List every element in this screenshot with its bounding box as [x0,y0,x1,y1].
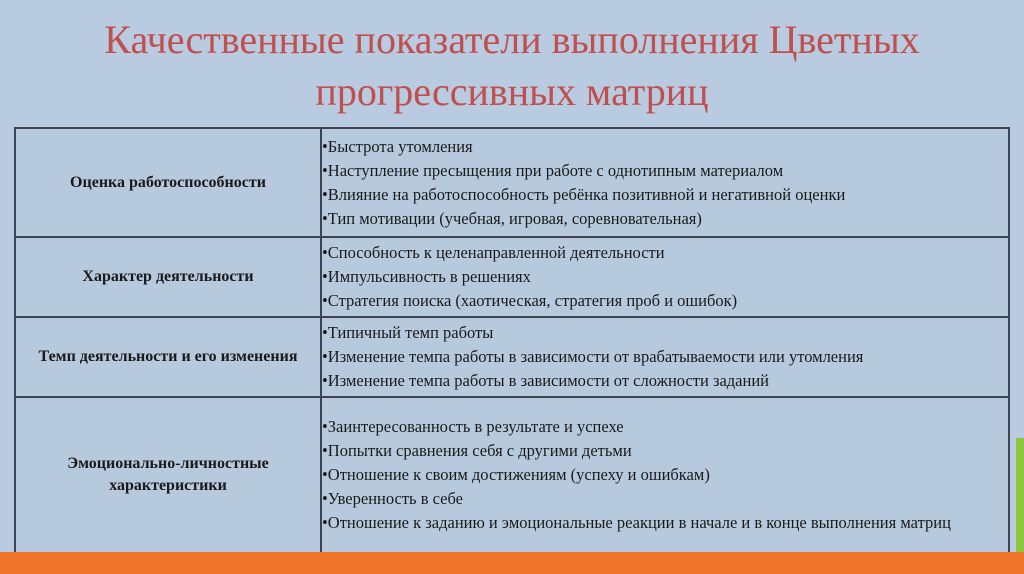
table-row [15,317,1009,397]
table-row [15,128,1009,237]
list-item: •Стратегия поиска (хаотическая, стратегия проб и ошибок) [322,291,738,310]
list-item: •Способность к целенаправленной деятельности [322,243,665,262]
bottom-bar [0,552,1024,574]
list-item: •Типичный темп работы [322,323,494,342]
list-item: •Изменение темпа работы в зависимости от врабатываемости или утомления [322,347,864,366]
row-label: Оценка работоспособности [15,128,321,237]
accent-stripe [1016,438,1024,558]
list-item: •Наступление пресыщения при работе с однотипным материалом [322,160,784,180]
title-line-2: прогрессивных матриц [315,69,709,114]
list-item: •Изменение темпа работы в зависимости от сложности заданий [322,371,769,390]
list-item: •Быстрота утомления [322,136,473,156]
row-label: Эмоционально-личностные характеристики [15,397,321,553]
row-label: Характер деятельности [15,237,321,317]
list-item: •Попытки сравнения себя с другими детьми [322,441,632,460]
row-label: Темп деятельности и его изменения [15,317,321,397]
list-item: •Заинтересованность в результате и успехе [322,417,624,436]
list-item: •Отношение к своим достижениям (успеху и ошибкам) [322,465,710,484]
list-item: •Тип мотивации (учебная, игровая, соревновательная) [322,208,702,228]
title-line-1: Качественные показатели выполнения Цветных [104,17,920,62]
indicators-table [14,127,1010,554]
slide-title [0,14,1024,118]
row-items [321,397,1009,553]
list-item: •Влияние на работоспособность ребёнка позитивной и негативной оценки [322,184,846,204]
row-items [321,128,1009,237]
row-items [321,317,1009,397]
list-item: •Уверенность в себе [322,489,463,508]
list-item: •Отношение к заданию и эмоциональные реакции в начале и в конце выполнения матриц [322,513,951,532]
table-row [15,237,1009,317]
list-item: •Импульсивность в решениях [322,267,531,286]
row-items [321,237,1009,317]
table-row [15,397,1009,553]
